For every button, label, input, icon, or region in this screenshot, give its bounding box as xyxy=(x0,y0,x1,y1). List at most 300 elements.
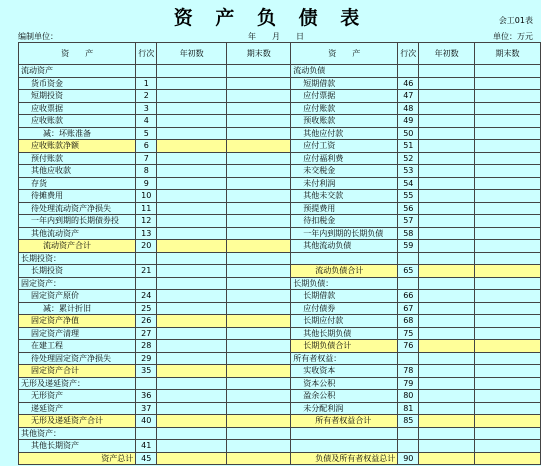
asset-line-cell: 10 xyxy=(136,190,157,203)
liability-end-cell[interactable] xyxy=(474,177,540,190)
liability-line-cell: 76 xyxy=(398,340,419,353)
liability-line-cell: 57 xyxy=(398,215,419,228)
asset-begin-cell[interactable] xyxy=(157,215,227,228)
asset-begin-cell[interactable] xyxy=(157,340,227,353)
asset-line-cell: 4 xyxy=(136,115,157,128)
asset-begin-cell[interactable] xyxy=(157,127,227,140)
table-row xyxy=(19,365,541,378)
asset-line-cell: 6 xyxy=(136,140,157,153)
liability-end-cell[interactable] xyxy=(474,165,540,178)
table-row xyxy=(19,240,541,253)
asset-name-cell: 资产总计 xyxy=(19,452,136,465)
liability-name-cell: 应付票据 xyxy=(291,90,398,103)
asset-name-cell: 货币资金 xyxy=(19,77,136,90)
table-header-row xyxy=(19,43,541,65)
liability-line-cell xyxy=(398,252,419,265)
asset-name-cell: 其他应收款 xyxy=(19,165,136,178)
liability-begin-cell[interactable] xyxy=(419,415,475,428)
asset-begin-cell[interactable] xyxy=(157,202,227,215)
asset-line-cell: 3 xyxy=(136,102,157,115)
liability-begin-cell[interactable] xyxy=(419,440,475,453)
liability-end-cell[interactable] xyxy=(474,227,540,240)
asset-end-cell[interactable] xyxy=(227,452,291,465)
liability-end-cell[interactable] xyxy=(474,202,540,215)
liability-end-cell[interactable] xyxy=(474,302,540,315)
liability-name-cell: 预收账款 xyxy=(291,115,398,128)
asset-line-cell: 36 xyxy=(136,390,157,403)
asset-name-cell: 预付账款 xyxy=(19,152,136,165)
asset-begin-cell[interactable] xyxy=(157,240,227,253)
liability-line-cell: 66 xyxy=(398,290,419,303)
asset-line-cell: 1 xyxy=(136,77,157,90)
asset-end-cell[interactable] xyxy=(227,165,291,178)
liability-line-cell: 67 xyxy=(398,302,419,315)
liability-line-cell: 81 xyxy=(398,402,419,415)
liability-end-cell[interactable] xyxy=(474,352,540,365)
asset-name-cell: 其他资产： xyxy=(19,427,136,440)
asset-end-cell[interactable] xyxy=(227,390,291,403)
liability-begin-cell[interactable] xyxy=(419,65,475,78)
asset-end-cell[interactable] xyxy=(227,377,291,390)
asset-line-cell: 35 xyxy=(136,365,157,378)
liability-name-cell: 未付利润 xyxy=(291,177,398,190)
table-row xyxy=(19,352,541,365)
asset-line-cell xyxy=(136,252,157,265)
liability-begin-cell[interactable] xyxy=(419,340,475,353)
asset-line-cell: 13 xyxy=(136,227,157,240)
liability-line-cell: 78 xyxy=(398,365,419,378)
asset-end-cell[interactable] xyxy=(227,152,291,165)
table-row xyxy=(19,215,541,228)
asset-line-cell: 11 xyxy=(136,202,157,215)
table-row xyxy=(19,277,541,290)
liability-begin-cell[interactable] xyxy=(419,190,475,203)
asset-begin-cell[interactable] xyxy=(157,327,227,340)
asset-end-cell[interactable] xyxy=(227,290,291,303)
liability-name-cell: 应付工资 xyxy=(291,140,398,153)
asset-begin-cell[interactable] xyxy=(157,352,227,365)
table-row xyxy=(19,315,541,328)
liability-name-cell: 短期借款 xyxy=(291,77,398,90)
asset-end-cell[interactable] xyxy=(227,440,291,453)
liability-line-cell: 55 xyxy=(398,190,419,203)
asset-name-cell: 流动资产 xyxy=(19,65,136,78)
asset-begin-cell[interactable] xyxy=(157,77,227,90)
table-row xyxy=(19,65,541,78)
liability-end-cell[interactable] xyxy=(474,440,540,453)
liability-line-cell: 65 xyxy=(398,265,419,278)
header-asset: 资 产 xyxy=(19,43,136,65)
liability-end-cell[interactable] xyxy=(474,390,540,403)
liability-end-cell[interactable] xyxy=(474,102,540,115)
table-row xyxy=(19,127,541,140)
asset-begin-cell[interactable] xyxy=(157,265,227,278)
asset-begin-cell[interactable] xyxy=(157,152,227,165)
header-end-2: 期末数 xyxy=(474,43,540,65)
liability-begin-cell[interactable] xyxy=(419,140,475,153)
asset-name-cell: 固定资产合计 xyxy=(19,365,136,378)
table-row xyxy=(19,90,541,103)
asset-begin-cell[interactable] xyxy=(157,452,227,465)
table-row xyxy=(19,227,541,240)
asset-line-cell: 28 xyxy=(136,340,157,353)
liability-end-cell[interactable] xyxy=(474,77,540,90)
liability-begin-cell[interactable] xyxy=(419,427,475,440)
asset-begin-cell[interactable] xyxy=(157,177,227,190)
liability-begin-cell[interactable] xyxy=(419,227,475,240)
asset-line-cell: 27 xyxy=(136,327,157,340)
asset-line-cell xyxy=(136,65,157,78)
asset-line-cell: 7 xyxy=(136,152,157,165)
form-code: 会工01表 xyxy=(498,16,533,25)
asset-begin-cell[interactable] xyxy=(157,390,227,403)
liability-end-cell[interactable] xyxy=(474,115,540,128)
liability-end-cell[interactable] xyxy=(474,152,540,165)
asset-begin-cell[interactable] xyxy=(157,290,227,303)
asset-end-cell[interactable] xyxy=(227,202,291,215)
table-row xyxy=(19,452,541,465)
liability-begin-cell[interactable] xyxy=(419,452,475,465)
asset-line-cell xyxy=(136,427,157,440)
liability-begin-cell[interactable] xyxy=(419,240,475,253)
table-row xyxy=(19,440,541,453)
header-begin: 年初数 xyxy=(157,43,227,65)
header-liability: 资 产 xyxy=(291,43,398,65)
asset-line-cell: 20 xyxy=(136,240,157,253)
liability-begin-cell[interactable] xyxy=(419,315,475,328)
asset-line-cell: 12 xyxy=(136,215,157,228)
liability-begin-cell[interactable] xyxy=(419,177,475,190)
asset-name-cell: 应收账款净额 xyxy=(19,140,136,153)
asset-end-cell[interactable] xyxy=(227,315,291,328)
asset-name-cell: 长期投资 xyxy=(19,265,136,278)
liability-name-cell: 长期负债合计 xyxy=(291,340,398,353)
asset-begin-cell[interactable] xyxy=(157,252,227,265)
liability-begin-cell[interactable] xyxy=(419,277,475,290)
asset-name-cell: 其他流动资产 xyxy=(19,227,136,240)
liability-line-cell: 50 xyxy=(398,127,419,140)
asset-line-cell: 2 xyxy=(136,90,157,103)
table-row xyxy=(19,115,541,128)
liability-begin-cell[interactable] xyxy=(419,102,475,115)
asset-line-cell xyxy=(136,277,157,290)
liability-line-cell xyxy=(398,352,419,365)
liability-line-cell xyxy=(398,440,419,453)
liability-end-cell[interactable] xyxy=(474,140,540,153)
asset-line-cell: 29 xyxy=(136,352,157,365)
liability-begin-cell[interactable] xyxy=(419,377,475,390)
asset-begin-cell[interactable] xyxy=(157,190,227,203)
liability-line-cell: 85 xyxy=(398,415,419,428)
liability-begin-cell[interactable] xyxy=(419,390,475,403)
liability-line-cell xyxy=(398,65,419,78)
liability-name-cell: 流动负债 xyxy=(291,65,398,78)
liability-line-cell: 79 xyxy=(398,377,419,390)
table-row xyxy=(19,427,541,440)
header-begin-2: 年初数 xyxy=(419,43,475,65)
asset-begin-cell[interactable] xyxy=(157,415,227,428)
liability-end-cell[interactable] xyxy=(474,327,540,340)
liability-line-cell: 80 xyxy=(398,390,419,403)
liability-begin-cell[interactable] xyxy=(419,302,475,315)
asset-name-cell: 无形资产 xyxy=(19,390,136,403)
asset-end-cell[interactable] xyxy=(227,115,291,128)
liability-begin-cell[interactable] xyxy=(419,402,475,415)
liability-end-cell[interactable] xyxy=(474,402,540,415)
asset-begin-cell[interactable] xyxy=(157,302,227,315)
asset-name-cell: 应收票据 xyxy=(19,102,136,115)
table-row xyxy=(19,165,541,178)
liability-begin-cell[interactable] xyxy=(419,265,475,278)
liability-end-cell[interactable] xyxy=(474,265,540,278)
asset-name-cell: 无形及递延资产： xyxy=(19,377,136,390)
liability-end-cell[interactable] xyxy=(474,340,540,353)
liability-begin-cell[interactable] xyxy=(419,77,475,90)
liability-name-cell: 应付账款 xyxy=(291,102,398,115)
date-label: 年 月 日 xyxy=(248,32,304,41)
table-row xyxy=(19,390,541,403)
liability-line-cell: 54 xyxy=(398,177,419,190)
asset-end-cell[interactable] xyxy=(227,140,291,153)
asset-name-cell: 减：坏账准备 xyxy=(19,127,136,140)
asset-end-cell[interactable] xyxy=(227,90,291,103)
asset-line-cell xyxy=(136,377,157,390)
asset-begin-cell[interactable] xyxy=(157,440,227,453)
liability-name-cell: 待扣税金 xyxy=(291,215,398,228)
asset-begin-cell[interactable] xyxy=(157,377,227,390)
liability-line-cell: 46 xyxy=(398,77,419,90)
asset-end-cell[interactable] xyxy=(227,265,291,278)
liability-name-cell xyxy=(291,440,398,453)
asset-line-cell: 9 xyxy=(136,177,157,190)
liability-name-cell: 其他流动负债 xyxy=(291,240,398,253)
liability-line-cell: 53 xyxy=(398,165,419,178)
liability-line-cell: 90 xyxy=(398,452,419,465)
liability-line-cell: 47 xyxy=(398,90,419,103)
liability-end-cell[interactable] xyxy=(474,215,540,228)
asset-end-cell[interactable] xyxy=(227,77,291,90)
liability-name-cell xyxy=(291,427,398,440)
asset-end-cell[interactable] xyxy=(227,277,291,290)
liability-end-cell[interactable] xyxy=(474,415,540,428)
liability-begin-cell[interactable] xyxy=(419,290,475,303)
asset-line-cell: 25 xyxy=(136,302,157,315)
liability-line-cell: 58 xyxy=(398,227,419,240)
liability-end-cell[interactable] xyxy=(474,277,540,290)
liability-line-cell xyxy=(398,427,419,440)
currency-label: 单位：万元 xyxy=(493,32,533,41)
liability-begin-cell[interactable] xyxy=(419,115,475,128)
table-row xyxy=(19,152,541,165)
liability-end-cell[interactable] xyxy=(474,427,540,440)
sheet-title: 资 产 负 债 表 xyxy=(173,7,368,29)
liability-name-cell: 一年内到期的长期负债 xyxy=(291,227,398,240)
liability-begin-cell[interactable] xyxy=(419,352,475,365)
liability-begin-cell[interactable] xyxy=(419,327,475,340)
unit-label: 编制单位： xyxy=(18,32,58,41)
asset-begin-cell[interactable] xyxy=(157,140,227,153)
liability-line-cell: 52 xyxy=(398,152,419,165)
asset-begin-cell[interactable] xyxy=(157,315,227,328)
asset-end-cell[interactable] xyxy=(227,252,291,265)
asset-end-cell[interactable] xyxy=(227,177,291,190)
asset-name-cell: 减：累计折旧 xyxy=(19,302,136,315)
asset-name-cell: 长期投资： xyxy=(19,252,136,265)
liability-name-cell: 所有者权益： xyxy=(291,352,398,365)
liability-end-cell[interactable] xyxy=(474,240,540,253)
liability-end-cell[interactable] xyxy=(474,252,540,265)
header-line: 行次 xyxy=(136,43,157,65)
asset-name-cell: 短期投资 xyxy=(19,90,136,103)
asset-end-cell[interactable] xyxy=(227,227,291,240)
liability-begin-cell[interactable] xyxy=(419,90,475,103)
liability-begin-cell[interactable] xyxy=(419,152,475,165)
liability-name-cell: 其他未交款 xyxy=(291,190,398,203)
asset-line-cell: 24 xyxy=(136,290,157,303)
asset-line-cell: 5 xyxy=(136,127,157,140)
asset-line-cell: 21 xyxy=(136,265,157,278)
asset-begin-cell[interactable] xyxy=(157,90,227,103)
asset-name-cell: 固定资产： xyxy=(19,277,136,290)
asset-line-cell: 8 xyxy=(136,165,157,178)
table-row xyxy=(19,252,541,265)
asset-name-cell: 固定资产清理 xyxy=(19,327,136,340)
asset-begin-cell[interactable] xyxy=(157,115,227,128)
asset-name-cell: 无形及递延资产合计 xyxy=(19,415,136,428)
liability-end-cell[interactable] xyxy=(474,452,540,465)
asset-end-cell[interactable] xyxy=(227,215,291,228)
asset-end-cell[interactable] xyxy=(227,352,291,365)
asset-end-cell[interactable] xyxy=(227,65,291,78)
liability-name-cell: 长期应付款 xyxy=(291,315,398,328)
liability-end-cell[interactable] xyxy=(474,290,540,303)
liability-name-cell: 未交税金 xyxy=(291,165,398,178)
asset-begin-cell[interactable] xyxy=(157,227,227,240)
asset-end-cell[interactable] xyxy=(227,102,291,115)
liability-line-cell: 48 xyxy=(398,102,419,115)
liability-end-cell[interactable] xyxy=(474,65,540,78)
liability-line-cell: 75 xyxy=(398,327,419,340)
asset-name-cell: 待处理流动资产净损失 xyxy=(19,202,136,215)
asset-begin-cell[interactable] xyxy=(157,102,227,115)
liability-name-cell: 其他长期负债 xyxy=(291,327,398,340)
asset-name-cell: 待摊费用 xyxy=(19,190,136,203)
asset-end-cell[interactable] xyxy=(227,365,291,378)
asset-end-cell[interactable] xyxy=(227,415,291,428)
asset-name-cell: 固定资产净值 xyxy=(19,315,136,328)
table-row xyxy=(19,77,541,90)
table-row xyxy=(19,402,541,415)
asset-name-cell: 流动资产合计 xyxy=(19,240,136,253)
liability-begin-cell[interactable] xyxy=(419,202,475,215)
liability-begin-cell[interactable] xyxy=(419,215,475,228)
liability-name-cell: 长期借款 xyxy=(291,290,398,303)
liability-name-cell: 预提费用 xyxy=(291,202,398,215)
header-end: 期末数 xyxy=(227,43,291,65)
liability-end-cell[interactable] xyxy=(474,365,540,378)
liability-begin-cell[interactable] xyxy=(419,127,475,140)
asset-begin-cell[interactable] xyxy=(157,277,227,290)
asset-end-cell[interactable] xyxy=(227,240,291,253)
asset-end-cell[interactable] xyxy=(227,340,291,353)
asset-name-cell: 固定资产原价 xyxy=(19,290,136,303)
asset-name-cell: 在建工程 xyxy=(19,340,136,353)
liability-name-cell: 应付福利费 xyxy=(291,152,398,165)
table-row xyxy=(19,177,541,190)
liability-name-cell: 实收资本 xyxy=(291,365,398,378)
liability-name-cell: 资本公积 xyxy=(291,377,398,390)
liability-begin-cell[interactable] xyxy=(419,365,475,378)
liability-end-cell[interactable] xyxy=(474,190,540,203)
asset-name-cell: 待处理固定资产净损失 xyxy=(19,352,136,365)
liability-name-cell: 流动负债合计 xyxy=(291,265,398,278)
liability-end-cell[interactable] xyxy=(474,315,540,328)
asset-begin-cell[interactable] xyxy=(157,402,227,415)
asset-end-cell[interactable] xyxy=(227,127,291,140)
table-row xyxy=(19,340,541,353)
asset-end-cell[interactable] xyxy=(227,302,291,315)
asset-line-cell: 45 xyxy=(136,452,157,465)
liability-line-cell: 56 xyxy=(398,202,419,215)
table-row xyxy=(19,202,541,215)
asset-name-cell: 递延资产 xyxy=(19,402,136,415)
liability-end-cell[interactable] xyxy=(474,127,540,140)
asset-begin-cell[interactable] xyxy=(157,165,227,178)
table-row xyxy=(19,377,541,390)
liability-name-cell: 负债及所有者权益总计 xyxy=(291,452,398,465)
asset-end-cell[interactable] xyxy=(227,427,291,440)
liability-name-cell xyxy=(291,252,398,265)
table-row xyxy=(19,327,541,340)
table-row xyxy=(19,290,541,303)
liability-end-cell[interactable] xyxy=(474,90,540,103)
asset-begin-cell[interactable] xyxy=(157,427,227,440)
asset-end-cell[interactable] xyxy=(227,402,291,415)
asset-name-cell: 应收账款 xyxy=(19,115,136,128)
liability-end-cell[interactable] xyxy=(474,377,540,390)
liability-name-cell: 长期负债： xyxy=(291,277,398,290)
liability-begin-cell[interactable] xyxy=(419,165,475,178)
liability-name-cell: 应付债券 xyxy=(291,302,398,315)
liability-name-cell: 未分配利润 xyxy=(291,402,398,415)
liability-line-cell: 49 xyxy=(398,115,419,128)
asset-line-cell: 41 xyxy=(136,440,157,453)
asset-name-cell: 其他长期资产 xyxy=(19,440,136,453)
header-line-2: 行次 xyxy=(398,43,419,65)
liability-name-cell: 其他应付款 xyxy=(291,127,398,140)
asset-end-cell[interactable] xyxy=(227,327,291,340)
table-row xyxy=(19,302,541,315)
asset-begin-cell[interactable] xyxy=(157,65,227,78)
asset-end-cell[interactable] xyxy=(227,190,291,203)
liability-begin-cell[interactable] xyxy=(419,252,475,265)
table-row xyxy=(19,265,541,278)
asset-name-cell: 存货 xyxy=(19,177,136,190)
liability-line-cell: 51 xyxy=(398,140,419,153)
liability-name-cell: 盈余公积 xyxy=(291,390,398,403)
asset-line-cell: 40 xyxy=(136,415,157,428)
asset-line-cell: 37 xyxy=(136,402,157,415)
asset-name-cell: 一年内到期的长期债券投 xyxy=(19,215,136,228)
asset-line-cell: 26 xyxy=(136,315,157,328)
liability-line-cell: 59 xyxy=(398,240,419,253)
liability-line-cell xyxy=(398,277,419,290)
asset-begin-cell[interactable] xyxy=(157,365,227,378)
balance-sheet-table xyxy=(18,42,541,465)
liability-name-cell: 所有者权益合计 xyxy=(291,415,398,428)
table-row xyxy=(19,140,541,153)
table-row xyxy=(19,102,541,115)
